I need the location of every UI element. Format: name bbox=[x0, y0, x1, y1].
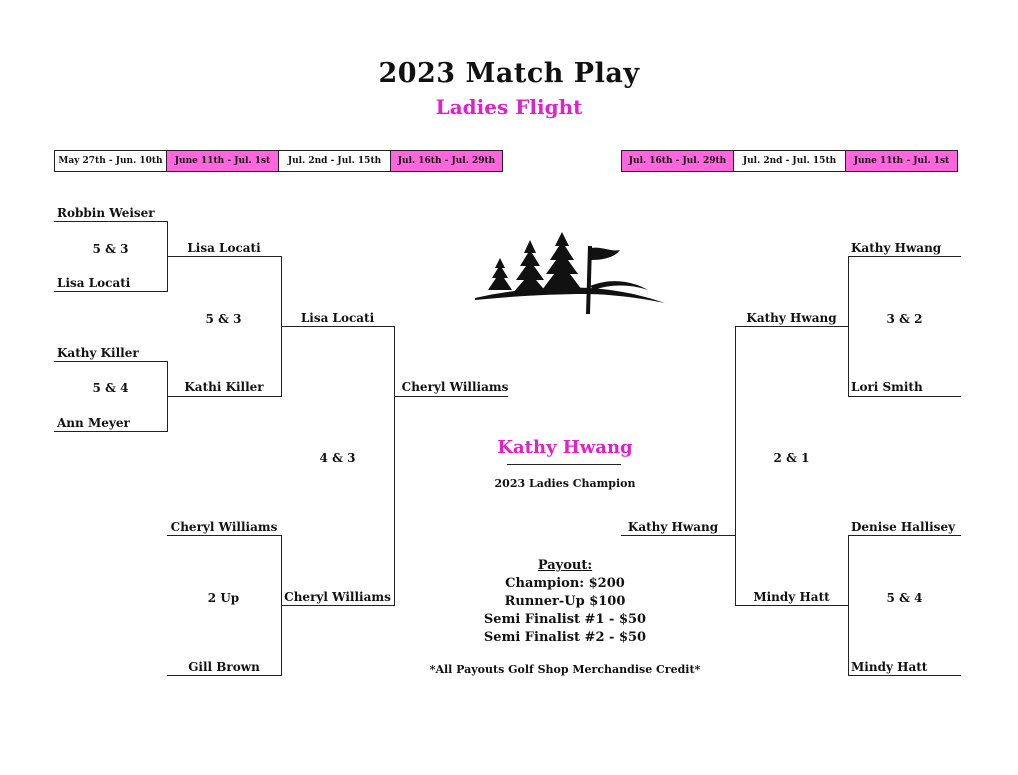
round-header: Jul. 16th - Jul. 29th bbox=[621, 150, 734, 172]
player-name: Gill Brown bbox=[188, 660, 260, 674]
finalist-name: Kathy Hwang bbox=[627, 520, 719, 534]
match-score: 3 & 2 bbox=[886, 312, 923, 326]
match-score: 4 & 3 bbox=[319, 451, 356, 465]
match-score: 5 & 3 bbox=[205, 312, 242, 326]
player-name: Cheryl Williams bbox=[170, 520, 278, 534]
round-header: Jul. 2nd - Jul. 15th bbox=[733, 150, 846, 172]
champion-underline bbox=[507, 464, 621, 465]
payout-line: Runner-Up $100 bbox=[504, 594, 626, 609]
player-name: Robbin Weiser bbox=[57, 206, 155, 220]
player-name: Ann Meyer bbox=[57, 416, 130, 430]
right-round-headers bbox=[621, 150, 958, 172]
page-subtitle: Ladies Flight bbox=[435, 95, 583, 119]
player-name: Lori Smith bbox=[851, 380, 923, 394]
match-score: 5 & 4 bbox=[92, 381, 129, 395]
payout-line: Semi Finalist #1 - $50 bbox=[483, 612, 647, 627]
champion-label: 2023 Ladies Champion bbox=[494, 477, 636, 490]
match-score: 2 Up bbox=[207, 591, 240, 605]
payout-line: Semi Finalist #2 - $50 bbox=[483, 630, 647, 645]
round-header: June 11th - Jul. 1st bbox=[166, 150, 279, 172]
page-title: 2023 Match Play bbox=[378, 58, 640, 89]
player-name: Lisa Locati bbox=[300, 311, 375, 325]
champion-name: Kathy Hwang bbox=[497, 437, 633, 458]
match-score: 5 & 4 bbox=[886, 591, 923, 605]
round-header: Jul. 2nd - Jul. 15th bbox=[278, 150, 391, 172]
match-score: 2 & 1 bbox=[773, 451, 810, 465]
round-header: Jul. 16th - Jul. 29th bbox=[390, 150, 503, 172]
finalist-name: Cheryl Williams bbox=[401, 380, 509, 394]
player-name: Cheryl Williams bbox=[284, 590, 391, 604]
payout-line: Champion: $200 bbox=[505, 576, 625, 591]
left-round-headers bbox=[54, 150, 503, 172]
player-name: Kathy Killer bbox=[57, 346, 139, 360]
match-score: 5 & 3 bbox=[92, 242, 129, 256]
player-name: Lisa Locati bbox=[57, 276, 131, 290]
pine-trees-flag-logo-icon bbox=[470, 228, 670, 323]
player-name: Kathi Killer bbox=[184, 380, 264, 394]
player-name: Kathy Hwang bbox=[851, 241, 942, 255]
player-name: Mindy Hatt bbox=[753, 590, 830, 604]
player-name: Lisa Locati bbox=[187, 241, 261, 255]
player-name: Mindy Hatt bbox=[851, 660, 928, 674]
payout-footnote: *All Payouts Golf Shop Merchandise Credit* bbox=[429, 663, 701, 676]
round-header: June 11th - Jul. 1st bbox=[845, 150, 958, 172]
payout-title: Payout: bbox=[537, 558, 593, 573]
player-name: Denise Hallisey bbox=[851, 520, 956, 534]
player-name: Kathy Hwang bbox=[746, 311, 837, 325]
round-header: May 27th - Jun. 10th bbox=[54, 150, 167, 172]
